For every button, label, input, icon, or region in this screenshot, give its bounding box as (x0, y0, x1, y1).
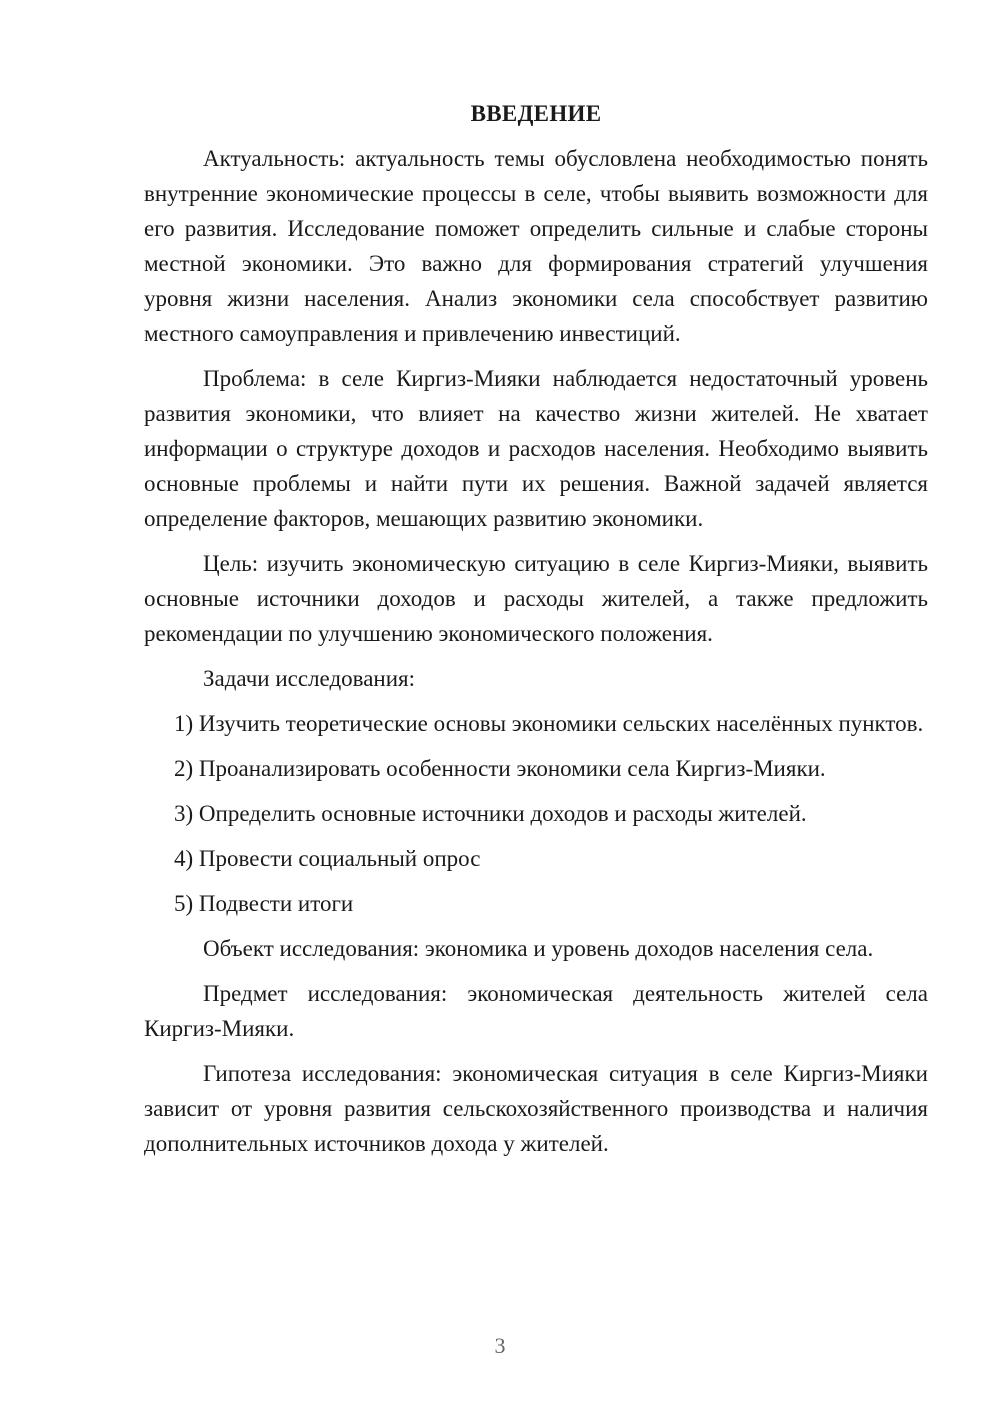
task-item-4: 4) Провести социальный опрос (174, 846, 481, 871)
paragraph-object: Объект исследования: экономика и уровень доходов населения села. (203, 936, 874, 961)
document-page (144, 96, 928, 1171)
paragraph-hypothesis: Гипотеза исследования: экономическая ситуация в селе Киргиз-Мияки зависит от уровня развития сельскохозяйственного производства и наличия дополнительных источников дохода у жителей. (144, 1061, 928, 1156)
paragraph-subject: Предмет исследования: экономическая деятельность жителей села Киргиз-Мияки. (144, 981, 928, 1041)
paragraph-problem: Проблема: в селе Киргиз-Мияки наблюдается недостаточный уровень развития экономики, что влияет на качество жизни жителей. Не хватает информации о структуре доходов и расходов населения. Необходимо выявить основные проблемы и найти пути их решения. Важной задачей является определение факторов, мешающих развитию экономики. (144, 366, 928, 531)
tasks-heading: Задачи исследования: (203, 666, 416, 691)
task-item-5: 5) Подвести итоги (174, 891, 354, 916)
section-title: ВВЕДЕНИЕ (470, 101, 602, 126)
task-item-2: 2) Проанализировать особенности экономики села Киргиз-Мияки. (174, 756, 826, 781)
task-item-1: 1) Изучить теоретические основы экономики сельских населённых пунктов. (174, 711, 924, 736)
task-item-3: 3) Определить основные источники доходов и расходы жителей. (174, 801, 807, 826)
paragraph-goal: Цель: изучить экономическую ситуацию в селе Киргиз-Мияки, выявить основные источники доходов и расходы жителей, а также предложить рекомендации по улучшению экономического положения. (144, 551, 928, 646)
page-number: 3 (494, 1333, 506, 1358)
paragraph-relevance: Актуальность: актуальность темы обусловлена необходимостью понять внутренние экономические процессы в селе, чтобы выявить возможности для его развития. Исследование поможет определить сильные и слабые стороны местной экономики. Это важно для формирования стратегий улучшения уровня жизни населения. Анализ экономики села способствует развитию местного самоуправления и привлечению инвестиций. (144, 146, 928, 346)
